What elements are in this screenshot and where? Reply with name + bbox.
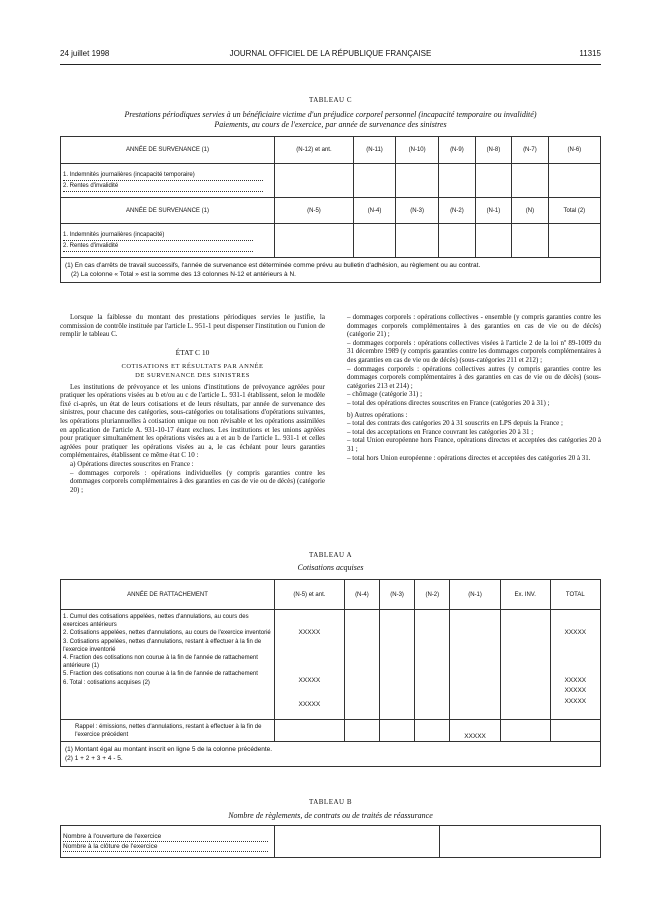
table-c-h1-4: (N-9) <box>439 137 476 164</box>
left-paragraph-1: Lorsque la faiblesse du montant des prestations périodiques servies le justifie, la commission de contrôle instituée par l'article L. 951-1 peut dispenser l'institution ou l'union de remplir le tableau C. <box>60 313 325 339</box>
page-header <box>60 49 601 63</box>
table-a-h-1: (N-5) et ant. <box>275 580 345 610</box>
table-a-subtitle: Cotisations acquises <box>297 563 364 572</box>
table-b-row-2: Nombre à la clôture de l'exercice <box>63 842 268 852</box>
table-a-total-mark-1: XXXXX <box>564 629 587 636</box>
table-c-label-rentes-2: 2. Rentes d'invalidité <box>63 241 253 252</box>
left-column <box>60 313 325 494</box>
table-a-h-4: (N-2) <box>415 580 450 610</box>
table-a-row-2: 2. Cotisations appelées, nettes d'annulations, au cours de l'exercice inventorié <box>63 630 271 637</box>
header-date: 24 juillet 1998 <box>60 49 110 58</box>
table-c-h1-7: (N-6) <box>548 137 600 164</box>
table-a-total-mark-2: XXXXX <box>564 677 587 685</box>
table-c <box>60 136 601 283</box>
right-column <box>337 313 601 462</box>
table-c-row-1-labels <box>61 164 275 198</box>
table-c-subtitle-2: Paiements, au cours de l'exercice, par année de survenance des sinistres <box>214 120 447 129</box>
table-c-label-rentes: 2. Rentes d'invalidité <box>63 181 263 192</box>
right-item-2: – dommages corporels : opérations collectives visées à l'article 2 de la loi nº 89-1009 du 31 décembre 1989 (y compris garanties contre les dommages corporels complémentaires à des garanties en cas de vie ou de décès) (sous-catégories 211 et 212) ; <box>347 338 601 364</box>
table-c-h2-0: ANNÉE DE SURVENANCE (1) <box>61 198 275 224</box>
table-c-row-2-labels <box>61 224 275 258</box>
table-c-h2-1: (N-5) <box>275 198 354 224</box>
table-a-note-1: (1) Montant égal au montant inscrit en ligne 5 de la colonne précédente. <box>65 746 273 753</box>
table-a-note-2: (2) 1 + 2 + 3 + 4 - 5. <box>65 755 123 762</box>
right-item-b2: – total des acceptations en France couvrant les catégories 20 à 31 ; <box>347 427 534 436</box>
table-a-rappel: Rappel : émissions, nettes d'annulations, restant à effectuer à la fin de l'exercice précédent <box>61 720 275 742</box>
table-b-subtitle: Nombre de règlements, de contrats ou de traités de réassurance <box>228 811 433 820</box>
table-c-header-2 <box>61 198 601 224</box>
right-item-b1: – total des contrats des catégories 20 à 31 souscrits en LPS depuis la France ; <box>347 419 563 428</box>
table-a-mark-3: XXXXX <box>298 701 321 709</box>
table-c-note-1: (1) En cas d'arrêts de travail successifs, l'année de survenance est déterminée comme prévu au bulletin d'adhésion, au règlement ou au contrat. <box>65 262 481 269</box>
table-a-total-mark-3: XXXXX <box>564 687 587 695</box>
right-item-b3: – total Union européenne hors France, opérations directes et acceptées des catégories 20 à 31 ; <box>347 436 601 453</box>
header-page-number: 11315 <box>579 49 601 58</box>
table-a-h-5: (N-1) <box>450 580 500 610</box>
table-a-row-6: 6. Total : cotisations acquises (2) <box>63 679 150 686</box>
table-a-rappel-row <box>61 720 601 742</box>
left-paragraph-2: Les institutions de prévoyance et les unions d'institutions de prévoyance agréées pour pratiquer les opérations visées au b et/ou au c de l'article L. 931-1 établissent, selon le modèle fixé ci-après, un état de leurs cotisations et de leurs résultats, par année de survenance des sinistres, pour chacune des catégories, sous-catégories ou totalisations d'opérations suivantes, les opérations pluriannuelles à cotisation unique ou non révisable et les opérations assimilées en application de l'article A. 931-10-17 étant exclues. Les institutions et les unions agréées pour pratiquer simultanément les opérations visées au a et au b de l'article L. 931-1 et celles agréées pour pratiquer les opérations visées au a, le cas échéant pour leurs garanties complémentaires, établissent ce même état C 10 : <box>60 382 325 460</box>
table-c-caption: TABLEAU C <box>308 96 353 104</box>
left-item-a: a) Opérations directes souscrites en France : <box>70 459 194 468</box>
table-a-row-3: 3. Cotisations appelées, nettes d'annulations, restant à effectuer à la fin de l'exercice inventorié <box>63 638 262 653</box>
table-c-note-2: (2) La colonne « Total » est la somme des 13 colonnes N-12 et antérieurs à N. <box>71 271 296 278</box>
table-a-row-5: 5. Fraction des cotisations non courue à la fin de l'année de rattachement <box>63 671 258 678</box>
right-item-5: – total des opérations directes souscrites en France (catégories 20 à 31) ; <box>347 398 550 407</box>
table-a-h-6: Ex. INV. <box>500 580 550 610</box>
table-a-col-n5 <box>275 610 345 720</box>
table-c-h2-2: (N-4) <box>353 198 395 224</box>
table-a-body <box>61 610 601 720</box>
right-item-b4: – total hors Union européenne : opérations directes et acceptées des catégories 20 à 31. <box>347 453 591 462</box>
right-item-4: – chômage (catégorie 31) ; <box>347 390 423 399</box>
table-a-h-0: ANNÉE DE RATTACHEMENT <box>61 580 275 610</box>
table-c-label-ij-2: 1. Indemnités journalières (incapacité) <box>63 230 253 241</box>
table-c-subtitle-1: Prestations périodiques servies à un bénéficiaire victime d'un préjudice corporel personnel (incapacité temporaire ou invalidité) <box>124 110 537 119</box>
table-c-h1-5: (N-8) <box>475 137 512 164</box>
left-item-a1: – dommages corporels : opérations individuelles (y compris garanties contre les dommages corporels complémentaires à des garanties en cas de vie ou de décès) (catégorie 20) ; <box>70 468 325 494</box>
right-item-1: – dommages corporels : opérations collectives - ensemble (y compris garanties contre les dommages corporels complémentaires à des garanties en cas de vie ou de décès) (catégorie 21) ; <box>347 313 601 339</box>
table-a-row-1: 1. Cumul des cotisations appelées, nettes d'annulations, au cours des exercices antérieurs <box>63 614 249 629</box>
table-a-caption: TABLEAU A <box>308 551 353 559</box>
table-c-header-1 <box>61 137 601 164</box>
table-c-h1-6: (N-7) <box>512 137 549 164</box>
table-a-h-3: (N-3) <box>380 580 415 610</box>
table-a-header <box>61 580 601 610</box>
table-b-row-1: Nombre à l'ouverture de l'exercice <box>63 832 268 842</box>
table-b-labels <box>61 826 275 858</box>
header-rule <box>60 64 601 65</box>
table-c-h2-7: Total (2) <box>548 198 600 224</box>
table-a-row-4: 4. Fraction des cotisations non courue à la fin de l'année de rattachement antérieure (1) <box>63 655 258 670</box>
table-a-row-labels <box>61 610 275 720</box>
table-c-h2-5: (N-1) <box>475 198 512 224</box>
table-a-notes-row <box>61 742 601 767</box>
table-c-row-1 <box>61 164 601 198</box>
etat-c10-subtitle-1: COTISATIONS ET RÉSULTATS PAR ANNÉE <box>121 363 264 371</box>
table-a-h-2: (N-4) <box>344 580 379 610</box>
table-a <box>60 579 601 767</box>
header-journal: JOURNAL OFFICIEL DE LA RÉPUBLIQUE FRANÇAISE <box>229 49 432 58</box>
table-a-rappel-mark: XXXXX <box>450 720 500 742</box>
table-c-h1-2: (N-11) <box>353 137 395 164</box>
table-b-caption: TABLEAU B <box>308 798 353 806</box>
etat-c10-subtitle-2: DE SURVENANCE DES SINISTRES <box>135 371 250 379</box>
right-item-3: – dommages corporels : opérations collectives autres (y compris garanties contre les dommages corporels complémentaires à des garanties en cas de vie ou de décès) (sous-catégories 213 et 214) ; <box>347 364 601 390</box>
table-a-col-total <box>550 610 600 720</box>
table-c-h2-6: (N) <box>512 198 549 224</box>
table-c-row-2 <box>61 224 601 258</box>
etat-c10-title: ÉTAT C 10 <box>175 347 210 357</box>
table-a-mark-1: XXXXX <box>298 629 321 636</box>
table-c-label-ij: 1. Indemnités journalières (incapacité temporaire) <box>63 170 263 181</box>
table-c-h2-4: (N-2) <box>439 198 476 224</box>
table-b <box>60 825 601 858</box>
table-a-mark-2: XXXXX <box>298 677 321 685</box>
table-a-h-7: TOTAL <box>550 580 600 610</box>
table-c-h1-1: (N-12) et ant. <box>275 137 354 164</box>
table-c-h1-3: (N-10) <box>396 137 439 164</box>
table-c-h2-3: (N-3) <box>396 198 439 224</box>
right-item-b: b) Autres opérations : <box>347 410 408 419</box>
table-c-notes-row <box>61 258 601 283</box>
table-c-h1-0: ANNÉE DE SURVENANCE (1) <box>61 137 275 164</box>
table-a-total-mark-4: XXXXX <box>564 697 587 705</box>
table-b-body <box>61 826 601 858</box>
